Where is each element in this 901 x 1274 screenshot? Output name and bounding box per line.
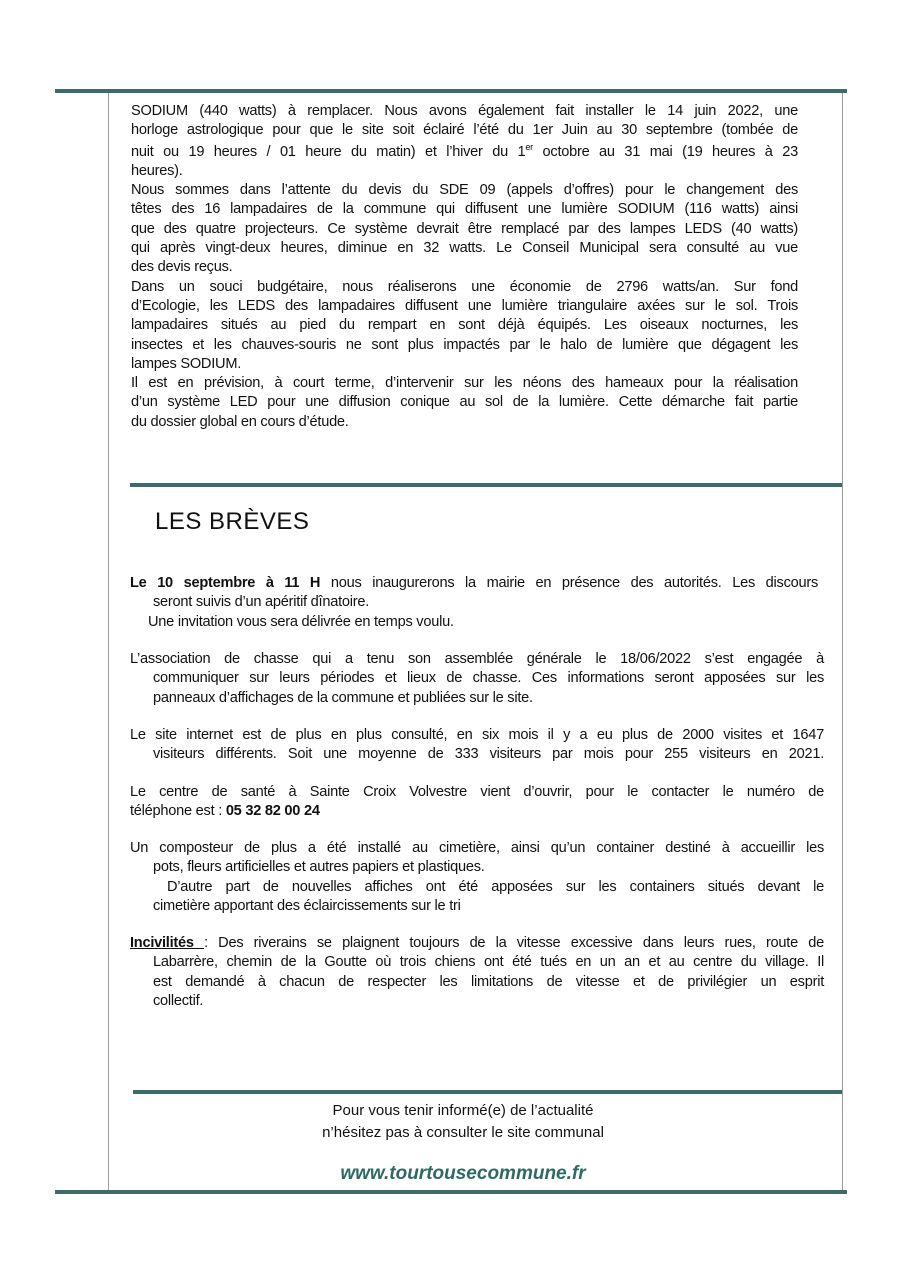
text-line — [131, 143, 798, 162]
text-part: nous inaugurerons la mairie en présence des autorités. Les discours — [320, 575, 818, 591]
text-line: visiteurs différents. Soit une moyenne de 333 visiteurs par mois pour 255 visiteurs en 2021. — [153, 746, 824, 763]
footer-rule — [133, 1090, 842, 1094]
text-line — [130, 802, 824, 821]
breve-inauguration — [130, 574, 818, 632]
top-rule — [55, 89, 847, 93]
breve-incivilites — [130, 934, 824, 1011]
text-line: Le site internet est de plus en plus consulté, en six mois il y a eu plus de 2000 visites et 1647 — [130, 727, 824, 743]
footer-line-1: Pour vous tenir informé(e) de l’actualité — [332, 1102, 594, 1119]
text-line: SODIUM (440 watts) à remplacer. Nous avons également fait installer le 14 juin 2022, une — [131, 103, 798, 119]
text-line: lampadaires situés au pied du rempart en sont déjà équipés. Les oiseaux nocturnes, les — [131, 317, 798, 334]
text-line: Il est en prévision, à court terme, d’intervenir sur les néons des hameaux pour la réalisation — [131, 375, 798, 392]
breve-site-internet — [130, 726, 824, 765]
text-line: qui après vingt-deux heures, diminue en 32 watts. Le Conseil Municipal sera consulté au vue — [131, 240, 798, 257]
text-line: panneaux d’affichages de la commune et publiées sur le site. — [153, 689, 533, 706]
text-line: horloge astrologique pour que le site soit éclairé l’été du 1er Juin au 30 septembre (tombée de — [131, 122, 798, 139]
text-line: Un composteur de plus a été installé au cimetière, ainsi qu’un container destiné à accueillir les — [130, 840, 824, 856]
text-line: têtes des 16 lampadaires de la commune qui diffusent une lumière SODIUM (116 watts) ainsi — [131, 201, 798, 218]
section-rule — [130, 483, 842, 487]
text-line: que des quatre projecteurs. Ce système devrait être remplacé par des lampes LEDS (40 watts) — [131, 220, 798, 237]
text-line: des devis reçus. — [131, 259, 233, 276]
text-line: L’association de chasse qui a tenu son assemblée générale le 18/06/2022 s’est engagée à — [130, 651, 824, 667]
text-line — [130, 574, 818, 593]
text-line: D’autre part de nouvelles affiches ont été apposées sur les containers situés devant le — [167, 878, 824, 895]
text-part: téléphone est : — [130, 803, 226, 820]
text-line: Le centre de santé à Sainte Croix Volvestre vient d’ouvrir, pour le contacter le numéro de — [130, 784, 824, 800]
text-part: nuit ou 19 heures / 01 heure du matin) et l’hiver du 1 — [131, 143, 526, 160]
text-line: heures). — [131, 162, 183, 179]
section-title: LES BRÈVES — [155, 508, 310, 535]
breve-composteur — [130, 839, 824, 916]
text-line: Nous sommes dans l’attente du devis du SDE 09 (appels d’offres) pour le changement des — [131, 182, 798, 199]
bold-label: Incivilités — [130, 935, 205, 951]
intro-text — [131, 102, 798, 432]
text-part: octobre au 31 mai (19 heures à 23 — [532, 143, 798, 160]
breve-centre-sante — [130, 783, 824, 822]
left-border — [108, 93, 109, 1190]
text-line: pots, fleurs artificielles et autres papiers et plastiques. — [153, 859, 485, 876]
text-line: du dossier global en cours d’étude. — [131, 413, 349, 430]
text-line: lampes SODIUM. — [131, 355, 242, 372]
text-line: cimetière apportant des éclaircissements sur le tri — [153, 897, 461, 914]
text-part: : Des riverains se plaignent toujours de la vitesse excessive dans leurs rues, route de — [204, 935, 824, 951]
website-link[interactable]: www.tourtousecommune.fr — [340, 1163, 586, 1184]
phone-number: 05 32 82 00 24 — [225, 803, 320, 820]
text-line: Une invitation vous sera délivrée en temps voulu. — [148, 613, 454, 630]
text-line: Labarrère, chemin de la Goutte où trois chiens ont été tués en un an et au centre du village. Il — [153, 954, 824, 971]
bottom-rule — [55, 1190, 847, 1194]
superscript: er — [525, 141, 533, 152]
right-border — [842, 93, 843, 1190]
text-line: d’un système LED pour une diffusion conique au sol de la lumière. Cette démarche fait partie — [131, 394, 798, 411]
text-line: communiquer sur leurs périodes et lieux de chasse. Ces informations seront apposées sur les — [153, 670, 824, 687]
bold-date: Le 10 septembre à 11 H — [130, 575, 321, 591]
text-line — [130, 934, 824, 953]
text-line: d’Ecologie, les LEDS des lampadaires diffusent une lumière triangulaire axées sur le sol. Trois — [131, 297, 798, 314]
breve-chasse — [130, 650, 824, 708]
footer-line-2: n’hésitez pas à consulter le site communal — [322, 1124, 604, 1141]
text-line: Dans un souci budgétaire, nous réaliserons une économie de 2796 watts/an. Sur fond — [131, 278, 798, 295]
text-line: insectes et les chauves-souris ne sont plus impactés par le halo de lumière que dégagent les — [131, 336, 798, 353]
text-line: seront suivis d’un apéritif dînatoire. — [153, 594, 370, 611]
text-line: collectif. — [153, 992, 204, 1009]
text-line: est demandé à chacun de respecter les limitations de vitesse et de privilégier un esprit — [153, 973, 824, 990]
